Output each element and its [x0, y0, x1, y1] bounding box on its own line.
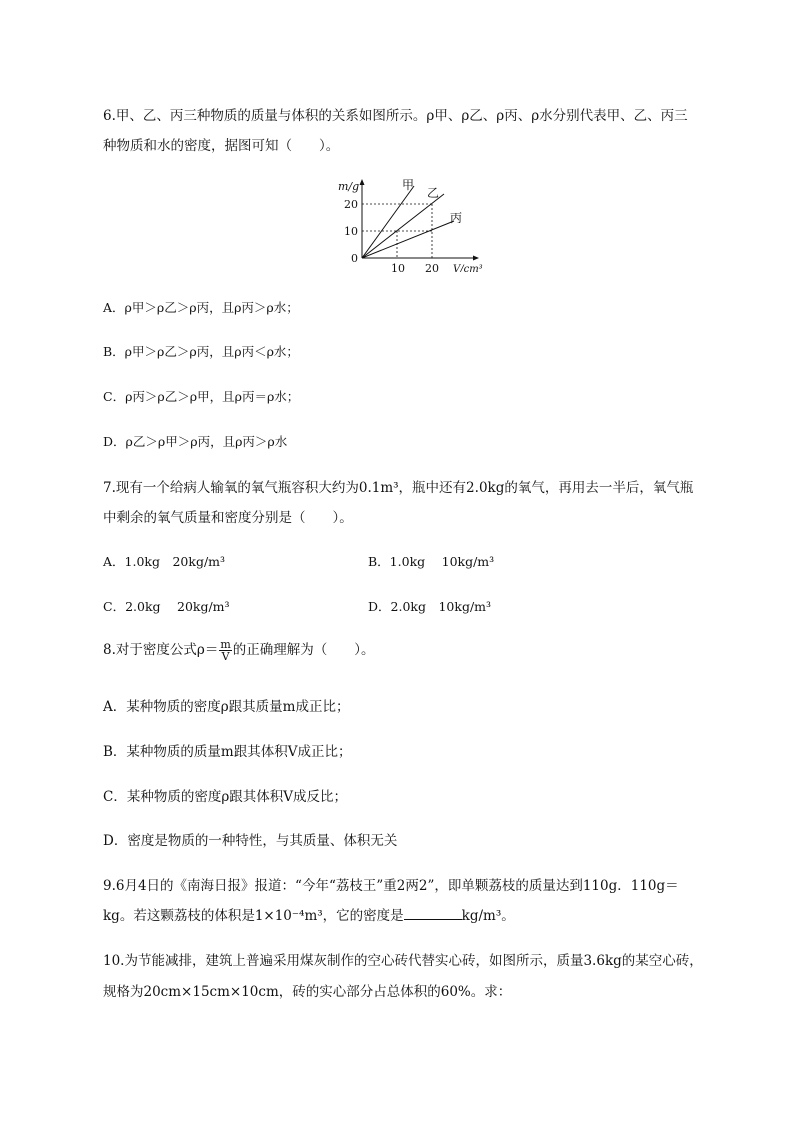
x-axis-label: V/cm³	[453, 264, 483, 272]
label-jia: 甲	[402, 178, 415, 192]
q9-line1: 9.6月4日的《南海日报》报道：“今年“荔枝王”重2两2”，即单颗荔枝的质量达到110g．110g＝	[103, 878, 679, 894]
q6-option-c: C．ρ丙＞ρ乙＞ρ甲，且ρ丙＝ρ水；	[103, 389, 300, 404]
q7-option-a: A．1.0kg 20kg/m³	[103, 554, 226, 569]
y-axis-label: m/g	[338, 180, 360, 193]
x-tick-10: 10	[391, 262, 405, 272]
q8-option-b: B．某种物质的质量m跟其体积V成正比；	[103, 744, 352, 760]
q6-option-b: B．ρ甲＞ρ乙＞ρ丙，且ρ丙＜ρ水；	[103, 344, 299, 359]
q6-option-d: D．ρ乙＞ρ甲＞ρ丙，且ρ丙＞ρ水	[103, 434, 288, 449]
q6-option-a: A．ρ甲＞ρ乙＞ρ丙，且ρ丙＞ρ水；	[103, 300, 299, 315]
q8-option-c: C．某种物质的密度ρ跟其体积V成反比；	[103, 789, 348, 805]
q8-option-d: D．密度是物质的一种特性，与其质量、体积无关	[103, 833, 398, 849]
x-tick-20: 20	[425, 262, 439, 272]
q7-option-b: B．1.0kg 10kg/m³	[368, 554, 495, 569]
y-tick-20: 20	[344, 198, 358, 211]
q7-option-c: C．2.0kg 20kg/m³	[103, 599, 230, 614]
x-axis-arrow-icon	[473, 256, 479, 261]
q6-stem-line2: 种物质和水的密度，据图可知（ ）。	[103, 138, 340, 154]
q6-stem-line1: 6.甲、乙、丙三种物质的质量与体积的关系如图所示。ρ甲、ρ乙、ρ丙、ρ水分别代表甲、乙、丙三	[103, 108, 688, 124]
q7-stem-line1: 7.现有一个给病人输氧的氧气瓶容积大约为0.1m³，瓶中还有2.0kg的氧气，再用去一半后，氧气瓶	[103, 480, 694, 496]
q8-stem-suffix: 的正确理解为（ ）。	[232, 642, 375, 658]
q8-option-a: A．某种物质的密度ρ跟其质量m成正比；	[103, 699, 350, 715]
q7-stem-line2: 中剩余的氧气质量和密度分别是（ ）。	[103, 510, 353, 526]
q8-stem-prefix: 8.对于密度公式ρ＝	[103, 642, 219, 658]
y-axis-arrow-icon	[360, 179, 365, 185]
origin-label: 0	[351, 252, 358, 265]
y-tick-10: 10	[344, 225, 358, 238]
q9-line2-part-a: kg。若这颗荔枝的体积是1×10⁻⁴m³，它的密度是	[103, 908, 404, 924]
formula-denominator: V	[221, 650, 230, 663]
q7-option-d: D．2.0kg 10kg/m³	[368, 599, 492, 614]
q8-stem	[103, 638, 375, 662]
density-formula-fraction	[219, 639, 231, 662]
q10-line2: 规格为20cm×15cm×10cm，砖的实心部分占总体积的60%。求：	[103, 984, 512, 1000]
mass-volume-graph	[336, 176, 486, 272]
answer-blank	[404, 907, 462, 920]
formula-numerator: m	[220, 638, 231, 651]
q9-line2	[103, 904, 515, 924]
q10-line1: 10.为节能减排，建筑上普遍采用煤灰制作的空心砖代替实心砖，如图所示，质量3.6kg的某空心砖，	[103, 953, 703, 969]
q9-line2-part-b: kg/m³。	[461, 908, 515, 924]
label-yi: 乙	[427, 186, 440, 200]
label-bing: 丙	[450, 211, 463, 225]
